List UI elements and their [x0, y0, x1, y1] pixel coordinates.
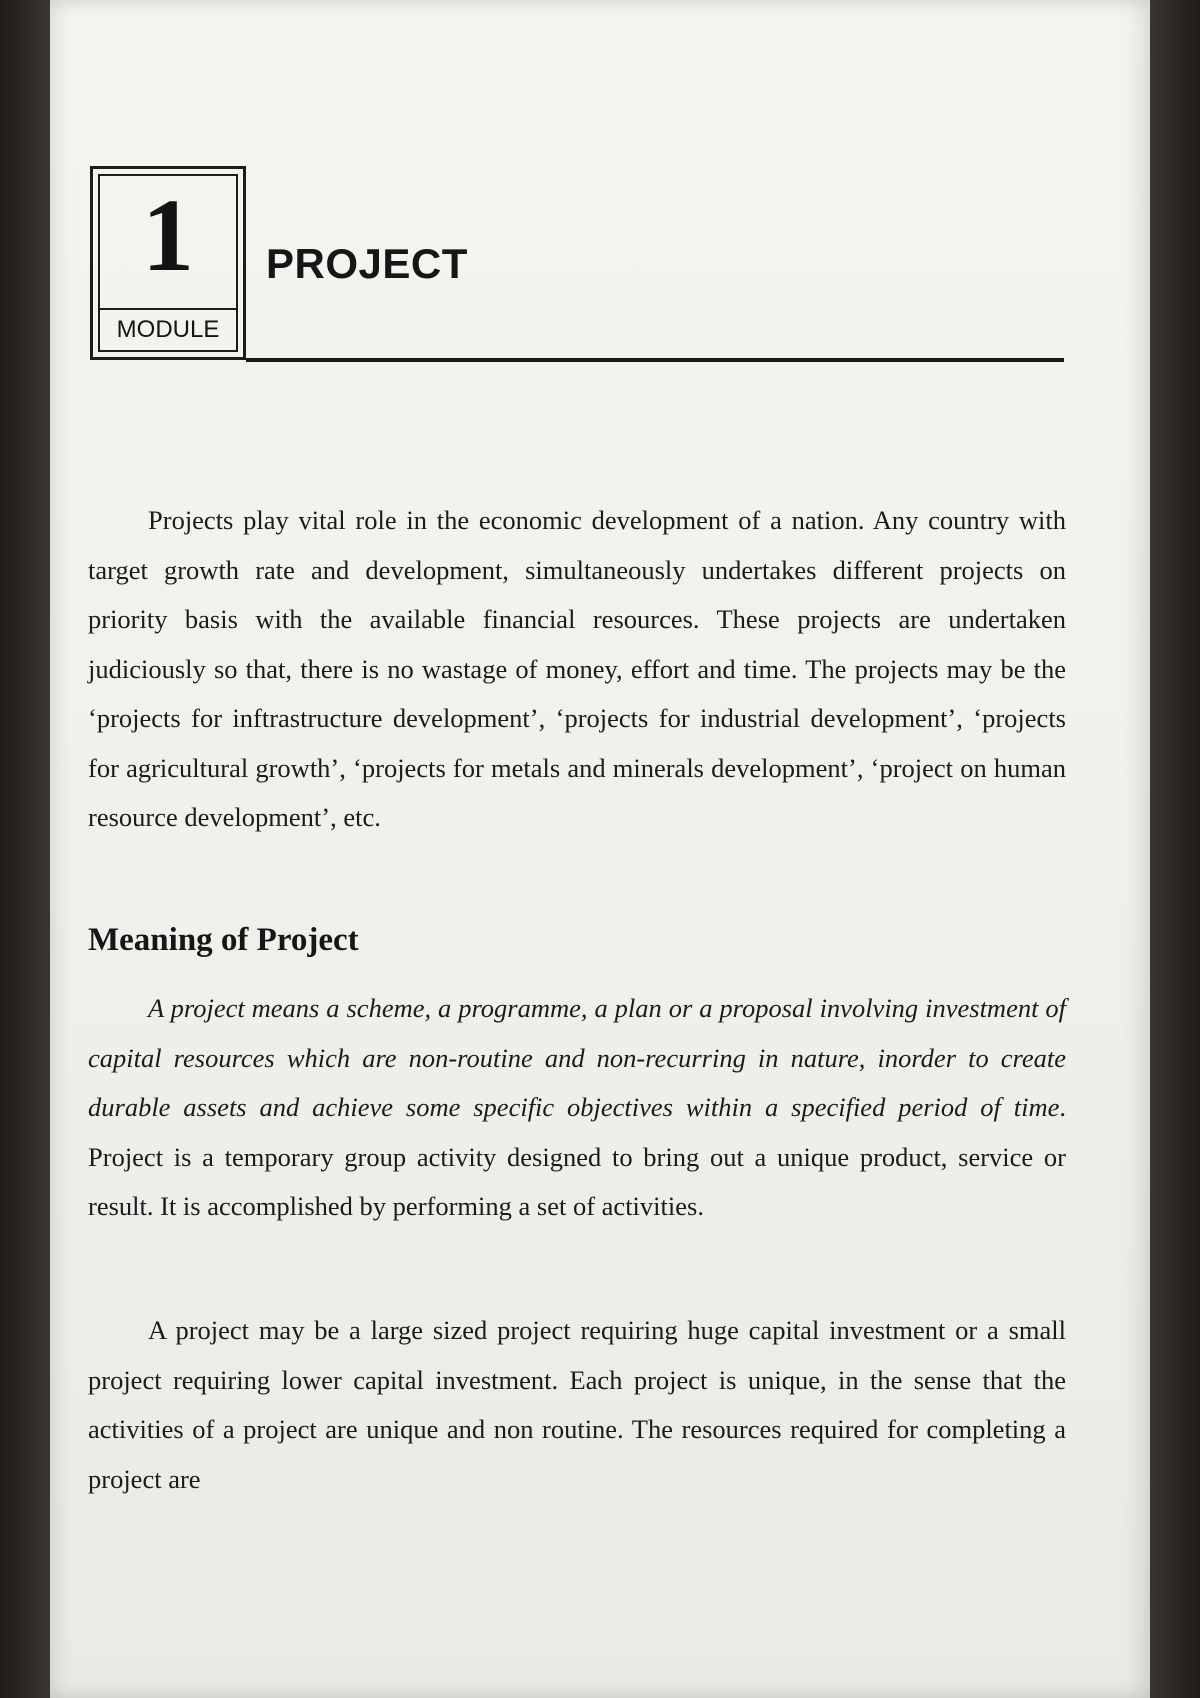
module-label: MODULE	[100, 308, 236, 350]
intro-text: Projects play vital role in the economic development of a nation. Any country with target growth rate and development, simultaneously undertakes different projects on priority basis with the available financial resources. These projects are undertaken judiciously so that, there is no wastage of money, effort and time. The projects may be the ‘projects for inftrastructure development’, ‘projects for industrial development’, ‘projects for agricultural growth’, ‘projects for metals and minerals development’, ‘project on human resource development’, etc.	[88, 505, 1066, 832]
definition-end: .	[1059, 1092, 1066, 1122]
book-page	[50, 0, 1150, 1698]
size-text: A project may be a large sized project requiring huge capital investment or a small project requiring lower capital investment. Each project is unique, in the sense that the activities of a project are unique and non routine. The resources required for completing a project are	[88, 1315, 1066, 1494]
size-paragraph	[88, 1306, 1066, 1504]
meaning-continuation: Project is a temporary group activity designed to bring out a unique product, service or result. It is accomplished by performing a set of activities.	[88, 1141, 1066, 1221]
title-rule	[246, 358, 1064, 362]
meaning-paragraph	[88, 984, 1066, 1232]
intro-paragraph	[88, 496, 1066, 843]
page-edge-shadow	[1150, 0, 1200, 1698]
module-badge	[90, 166, 246, 360]
section-heading: Meaning of Project	[88, 922, 359, 958]
definition-text: A project means a scheme, a programme, a plan or a proposal involving investment of capital resources which are non-routine and non-recurring in nature, inorder to create durable assets and achieve some specific objectives within a specified period of time	[88, 993, 1066, 1122]
module-number: 1	[142, 178, 194, 293]
chapter-title: PROJECT	[266, 240, 468, 287]
module-badge-inner	[98, 174, 238, 352]
book-spine-shadow	[0, 0, 50, 1698]
